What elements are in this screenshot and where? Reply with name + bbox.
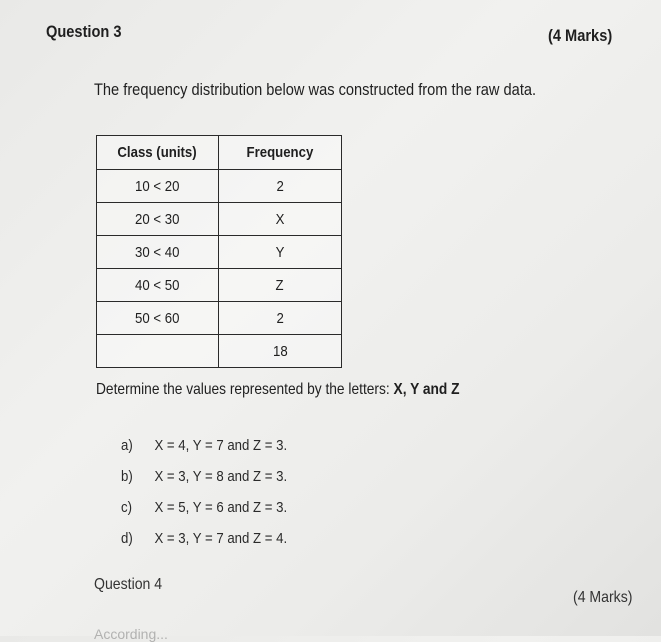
option-text: X = 3, Y = 7 and Z = 4. xyxy=(154,530,288,547)
prompt-letters: X, Y and Z xyxy=(393,381,460,398)
frequency-table xyxy=(96,135,342,368)
question-3-title: Question 3 xyxy=(46,22,122,41)
class-cell: 20 < 30 xyxy=(97,203,219,236)
table-row xyxy=(97,302,342,335)
table-header-row xyxy=(97,136,342,170)
option-text: X = 5, Y = 6 and Z = 3. xyxy=(154,499,288,516)
frequency-total-cell: 18 xyxy=(219,335,342,368)
option-b[interactable] xyxy=(121,461,287,492)
class-cell: 30 < 40 xyxy=(97,236,219,269)
frequency-cell: Z xyxy=(219,269,342,302)
frequency-cell: 2 xyxy=(219,170,342,203)
class-cell: 10 < 20 xyxy=(97,170,219,203)
table-row xyxy=(97,170,342,203)
frequency-cell: Y xyxy=(219,236,342,269)
option-letter: c) xyxy=(121,499,132,516)
class-cell-empty xyxy=(97,335,219,368)
option-letter: b) xyxy=(121,468,133,485)
header-frequency: Frequency xyxy=(219,136,342,170)
question-3-marks: (4 Marks) xyxy=(548,26,613,45)
option-letter: a) xyxy=(121,437,133,454)
option-c[interactable] xyxy=(121,492,287,523)
answer-options xyxy=(121,430,310,554)
option-text: X = 4, Y = 7 and Z = 3. xyxy=(154,437,288,454)
frequency-cell: 2 xyxy=(219,302,342,335)
header-class: Class (units) xyxy=(97,136,219,170)
class-cell: 50 < 60 xyxy=(97,302,219,335)
option-letter: d) xyxy=(121,530,133,547)
question-prompt xyxy=(96,381,460,399)
prompt-text: Determine the values represented by the letters: xyxy=(96,381,394,398)
table-total-row xyxy=(97,335,342,368)
question-3-intro: The frequency distribution below was constructed from the raw data. xyxy=(94,80,537,99)
question-4-marks: (4 Marks) xyxy=(573,589,633,606)
table-row xyxy=(97,269,342,302)
table-row xyxy=(97,236,342,269)
option-d[interactable] xyxy=(121,523,287,554)
question-4-partial-text: According... xyxy=(94,626,168,642)
option-a[interactable] xyxy=(121,430,287,461)
question-4-title: Question 4 xyxy=(94,576,163,593)
table-row xyxy=(97,203,342,236)
option-text: X = 3, Y = 8 and Z = 3. xyxy=(154,468,288,485)
class-cell: 40 < 50 xyxy=(97,269,219,302)
frequency-cell: X xyxy=(219,203,342,236)
